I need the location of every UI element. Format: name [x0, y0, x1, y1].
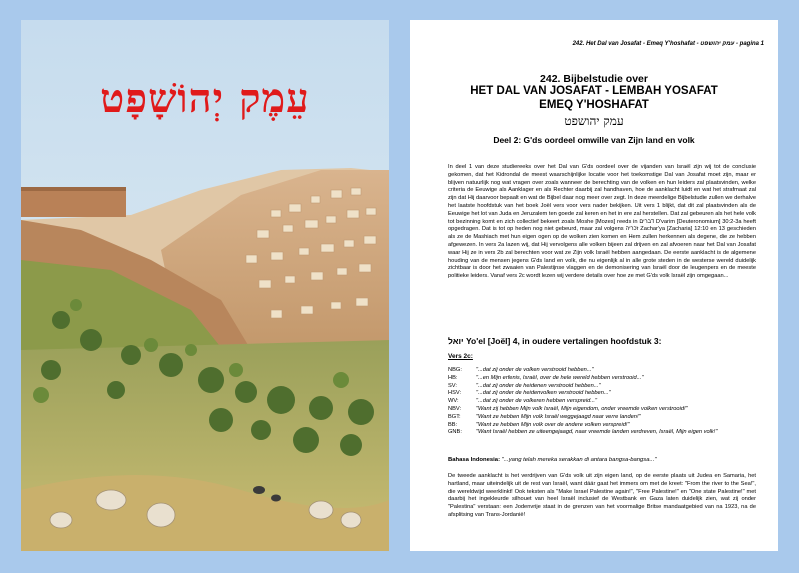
document-page	[410, 20, 778, 551]
translation-text: "...dat zij onder de heidenen verstrooid hebben..."	[476, 382, 601, 389]
bahasa-text: "...yang telah mereka serakkan di antara bangsa-bangsa..."	[501, 457, 657, 463]
scripture-heading: יואל Yo'el [Joël] 4, in oudere vertalingen hoofdstuk 3:	[448, 336, 662, 346]
translations-list	[448, 367, 756, 437]
translation-row	[448, 383, 756, 391]
translation-code: WV:	[448, 398, 459, 405]
main-title: HET DAL VAN JOSAFAT - LEMBAH YOSAFAT	[470, 85, 718, 97]
translation-row	[448, 367, 756, 375]
translation-text: "Want zij hebben Mijn volk Israël, Mijn eigendom, onder vreemde volken verstrooid!"	[476, 405, 688, 412]
translation-text: "...dat zij onder de volken verstrooid hebben..."	[476, 367, 594, 373]
translation-row	[448, 390, 756, 398]
hebrew-title: עמק יהושפט	[564, 114, 624, 128]
translation-row	[448, 429, 756, 437]
translation-code: GNB:	[448, 429, 462, 436]
translation-code: SV:	[448, 382, 457, 389]
translation-code: HB:	[448, 374, 458, 381]
translation-row	[448, 398, 756, 406]
translation-text: "...en Mijn erfenis, Israël, over de hele wereld hebben verstrooid..."	[476, 374, 644, 381]
book-cover	[21, 20, 389, 551]
translation-code: BGT:	[448, 413, 461, 420]
translation-code: HSV:	[448, 390, 462, 397]
verse-heading: Vers 2c:	[448, 353, 473, 360]
translation-row	[448, 414, 756, 422]
running-header: 242. Het Dal van Josafat - Emeq Y'hoshafat - עמק יהושפט - pagina 1	[572, 41, 764, 47]
translation-text: "Want ze hebben Mijn volk over de andere volken verspreid!"	[476, 421, 630, 428]
bahasa-line	[448, 457, 657, 463]
study-number-title: 242. Bijbelstudie over	[540, 73, 648, 85]
closing-paragraph: De tweede aanklacht is het verdrijven van G'ds volk uit zijn eigen land, op de eerste plaats uit Judea en Samaria, het hartland, maar uiteindelijk uit de rest van Israël, want dáár gaat het immers om met de kreet: "From the river to the Sea!", die wereldwijd weerklinkt! Ook teksten als "Make Israel Palestine again!", "Free Palestine!" en "One state Palestine!" met daarbij het ingekleurde silhouet van heel Israël inclusief de Westbank en Gaza laten duidelijk zien, wat zij onder "Palestina" verstaan: een Jodenvrije staat in de grenzen van het voormalige Britse mandaatgebied van na 1923, na de afsplitsing van Trans-Jordanië!	[448, 473, 756, 518]
part-subtitle: Deel 2: G'ds oordeel omwille van Zijn land en volk	[493, 135, 695, 145]
translation-code: NBG:	[448, 367, 462, 373]
translation-text: "Want Israël hebben ze uiteengejaagd, naar vreemde landen verdreven, Israël, Mijn eigen volk!"	[476, 429, 718, 436]
translation-row	[448, 422, 756, 430]
main-title-line2: EMEQ Y'HOSHAFAT	[539, 99, 649, 111]
translation-code: NBV:	[448, 405, 462, 412]
translation-text: "...dat zij onder de heidenvolken verstrooid hebben..."	[476, 390, 611, 397]
translation-text: "Want ze hebben Mijn volk Israël weggejaagd naar verre landen!"	[476, 413, 641, 420]
cover-title-hebrew: עֵמֶק יְהוֹשָׁפָט	[100, 75, 310, 122]
intro-paragraph: In deel 1 van deze studiereeks over het Dal van G'ds oordeel over de vijanden van Israël zijn wij tot de conclusie gekomen, dat het Kidrondal de meest waarschijnlijke locatie voor het toekomstige Dal van Josafat moet zijn, maar er blijven natuurlijk nog wat vragen over zoals wanneer de berechting van de volken en hun leiders zal plaatsvinden, welke criteria de Eeuwige als Aanklager en als Rechter daarbij zal handhaven, hoe de aanklacht luidt en wat het strafmaat zal zijn dat Hij daarvoor bepaalt en wat de Bijbel daar nog meer over zegt. In deze meerdelige Bijbelstudie zullen we derhalve het laatste hoofdstuk van het boek Joël vers voor vers nader bekijken. Uit vers 1 blijkt, dat dit zal plaatsvinden als de Eeuwige het lot van Juda en Jeruzalem ten goede zal keren en het in ere zal herstellen. Dat zal gebeuren als het hele volk tot bezinning komt en zich collectief bekeert zoals Moshe [Mozes] reeds in דברים D'varim [Deuteronomium] 30:2-3a heeft opgedragen. Dat is tot op heden nog niet gebeurd, maar zal volgens זכריה Zachar'ya [Zacharia] 12:10 en 13 geschieden als ze de Mashiach met hun eigen ogen op de wolken zien komen en Hem zullen herkennen als degene, die ze hebben afgewezen. In vers 2a lazen wij, dat Hij vervolgens alle volken bijeen zal drijven en zal afvoeren naar het Dal van Josafat waar Hij ze in vers 2b zal berechten voor wat ze Zijn volk Israël hebben aangedaan. De eerste aanklacht is de algemene houding van de mensen jegens G'ds land en volk, die nu eigenlijk al in alle grote steden in de westerse wereld duidelijk zichtbaar is door het zwaaien van Palestijnse vlaggen en de demonisering van Israël door de leugenpers en de meeste politieke leiders. Vanaf vers 2c wordt lezen wij verdere details over hoe ze met G'ds volk Israël zijn omgegaan...	[448, 164, 756, 280]
translation-code: BB:	[448, 421, 458, 428]
bahasa-label: Bahasa Indonesia:	[448, 457, 501, 463]
translation-row	[448, 375, 756, 383]
translation-row	[448, 406, 756, 414]
translation-text: "...dat zij onder de volkeren hebben verspreid..."	[476, 398, 598, 405]
